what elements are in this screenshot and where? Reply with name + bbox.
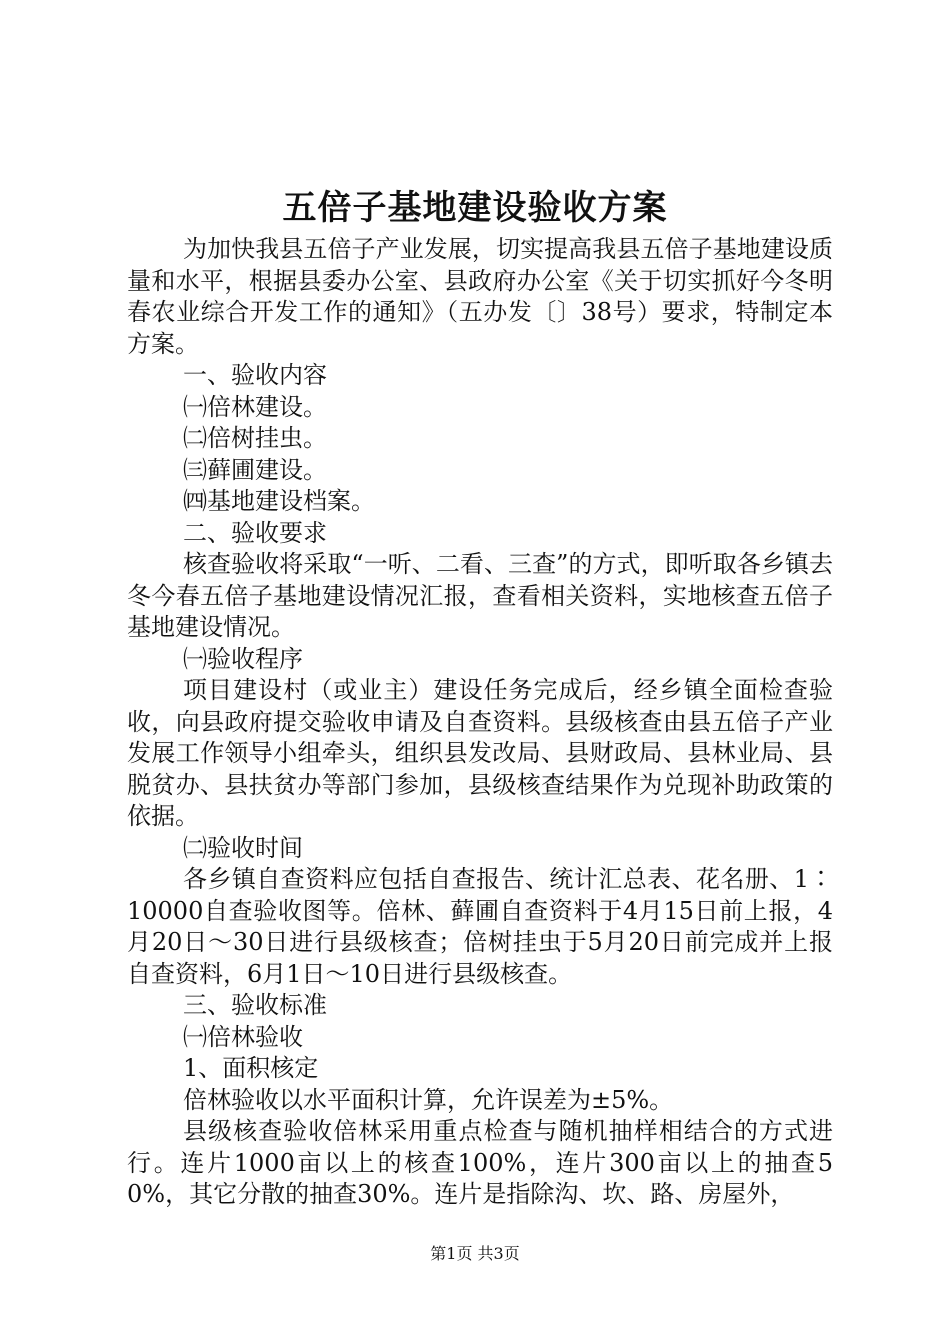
- document-body: [127, 234, 833, 1211]
- subsection-heading-procedure: ㈠验收程序: [183, 644, 303, 673]
- intro-paragraph: 为加快我县五倍子产业发展，切实提高我县五倍子基地建设质量和水平，根据县委办公室、县政府办公室《关于切实抓好今冬明春农业综合开发工作的通知》（五办发〔〕38号）要求，特制定本方案。: [127, 235, 833, 358]
- section-heading-requirements: 二、验收要求: [183, 518, 327, 547]
- page-number-footer: 第1页 共3页: [430, 1244, 520, 1263]
- list-item: ㈣基地建设档案。: [183, 487, 375, 515]
- body-paragraph: 倍林验收以水平面积计算，允许误差为±5%。: [183, 1085, 674, 1114]
- body-paragraph: 项目建设村（或业主）建设任务完成后，经乡镇全面检查验收，向县政府提交验收申请及自查资料。县级核查由县五倍子产业发展工作领导小组牵头，组织县发改局、县财政局、县林业局、县脱贫办、县扶贫办等部门参加，县级核查结果作为兑现补助政策的依据。: [127, 676, 833, 830]
- list-item: ㈡倍树挂虫。: [183, 424, 327, 452]
- subsection-heading-forest: ㈠倍林验收: [183, 1022, 303, 1051]
- section-heading-content: 一、验收内容: [183, 361, 327, 389]
- document-title: 五倍子基地建设验收方案: [282, 188, 668, 228]
- list-item: ㈠倍林建设。: [183, 392, 327, 421]
- body-paragraph: 各乡镇自查资料应包括自查报告、统计汇总表、花名册、1∶10000自查验收图等。倍林、藓圃自查资料于4月15日前上报，4月20日～30日进行县级核查；倍树挂虫于5月20日前完成并上报自查资料，6月1日～10日进行县级核查。: [127, 865, 833, 988]
- body-paragraph: 核查验收将采取“一听、二看、三查”的方式，即听取各乡镇去冬今春五倍子基地建设情况汇报，查看相关资料，实地核查五倍子基地建设情况。: [127, 550, 833, 641]
- subsection-heading-time: ㈡验收时间: [183, 833, 303, 862]
- item-heading-area: 1、面积核定: [183, 1054, 319, 1082]
- section-heading-standards: 三、验收标准: [183, 991, 327, 1019]
- body-paragraph: 县级核查验收倍林采用重点检查与随机抽样相结合的方式进行。连片1000亩以上的核查100%，连片300亩以上的抽查50%，其它分散的抽查30%。连片是指除沟、坎、路、房屋外，: [127, 1117, 833, 1208]
- list-item: ㈢藓圃建设。: [183, 455, 327, 484]
